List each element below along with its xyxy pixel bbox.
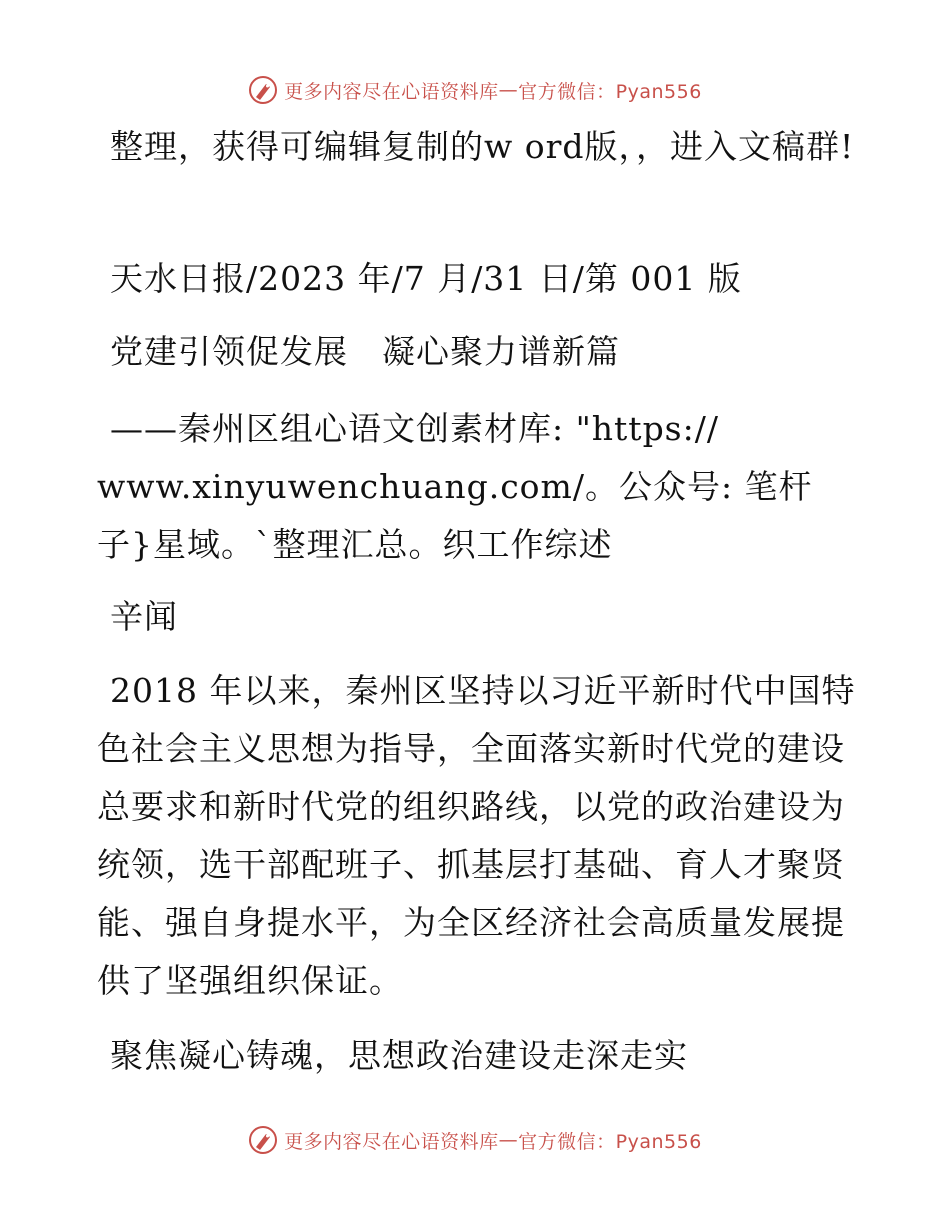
header-banner xyxy=(0,70,950,110)
author: 辛闻 xyxy=(110,597,178,636)
banner-wechat: 官方微信：Pyan556 xyxy=(518,80,702,103)
body-paragraph: 2018 年以来，秦州区坚持以习近平新时代中国特色社会主义思想为指导，全面落实新时代党的建设总要求和新时代党的组织路线，以党的政治建设为统领，选干部配班子、抓基层打基础、育人才聚贤能、强自身提水平，为全区经济社会高质量发展提供了坚强组织保证。 xyxy=(97,671,856,1000)
pen-nib-icon xyxy=(248,1125,278,1155)
section-heading: 聚焦凝心铸魂，思想政治建设走深走实 xyxy=(110,1036,688,1075)
intro-text: 整理，获得可编辑复制的w ord版，，进入文稿群! xyxy=(110,127,855,166)
banner-text: 更多内容尽在心语资料库 xyxy=(284,1130,499,1153)
source-line: 天水日报/2023 年/7 月/31 日/第 001 版 xyxy=(110,259,742,298)
footer-banner xyxy=(0,1120,950,1160)
banner-text: 更多内容尽在心语资料库 xyxy=(284,80,499,103)
banner-wechat: 官方微信：Pyan556 xyxy=(518,1130,702,1153)
pen-nib-icon xyxy=(248,75,278,105)
banner-separator: — xyxy=(498,79,519,101)
headline: 党建引领促发展 凝心聚力谱新篇 xyxy=(110,332,620,371)
subtitle: ——秦州区组心语文创素材库: "https:// www.xinyuwenchuang.com/。公众号: 笔杆子}星域。`整理汇总。织工作综述 xyxy=(97,409,813,564)
banner-separator: — xyxy=(498,1129,519,1151)
